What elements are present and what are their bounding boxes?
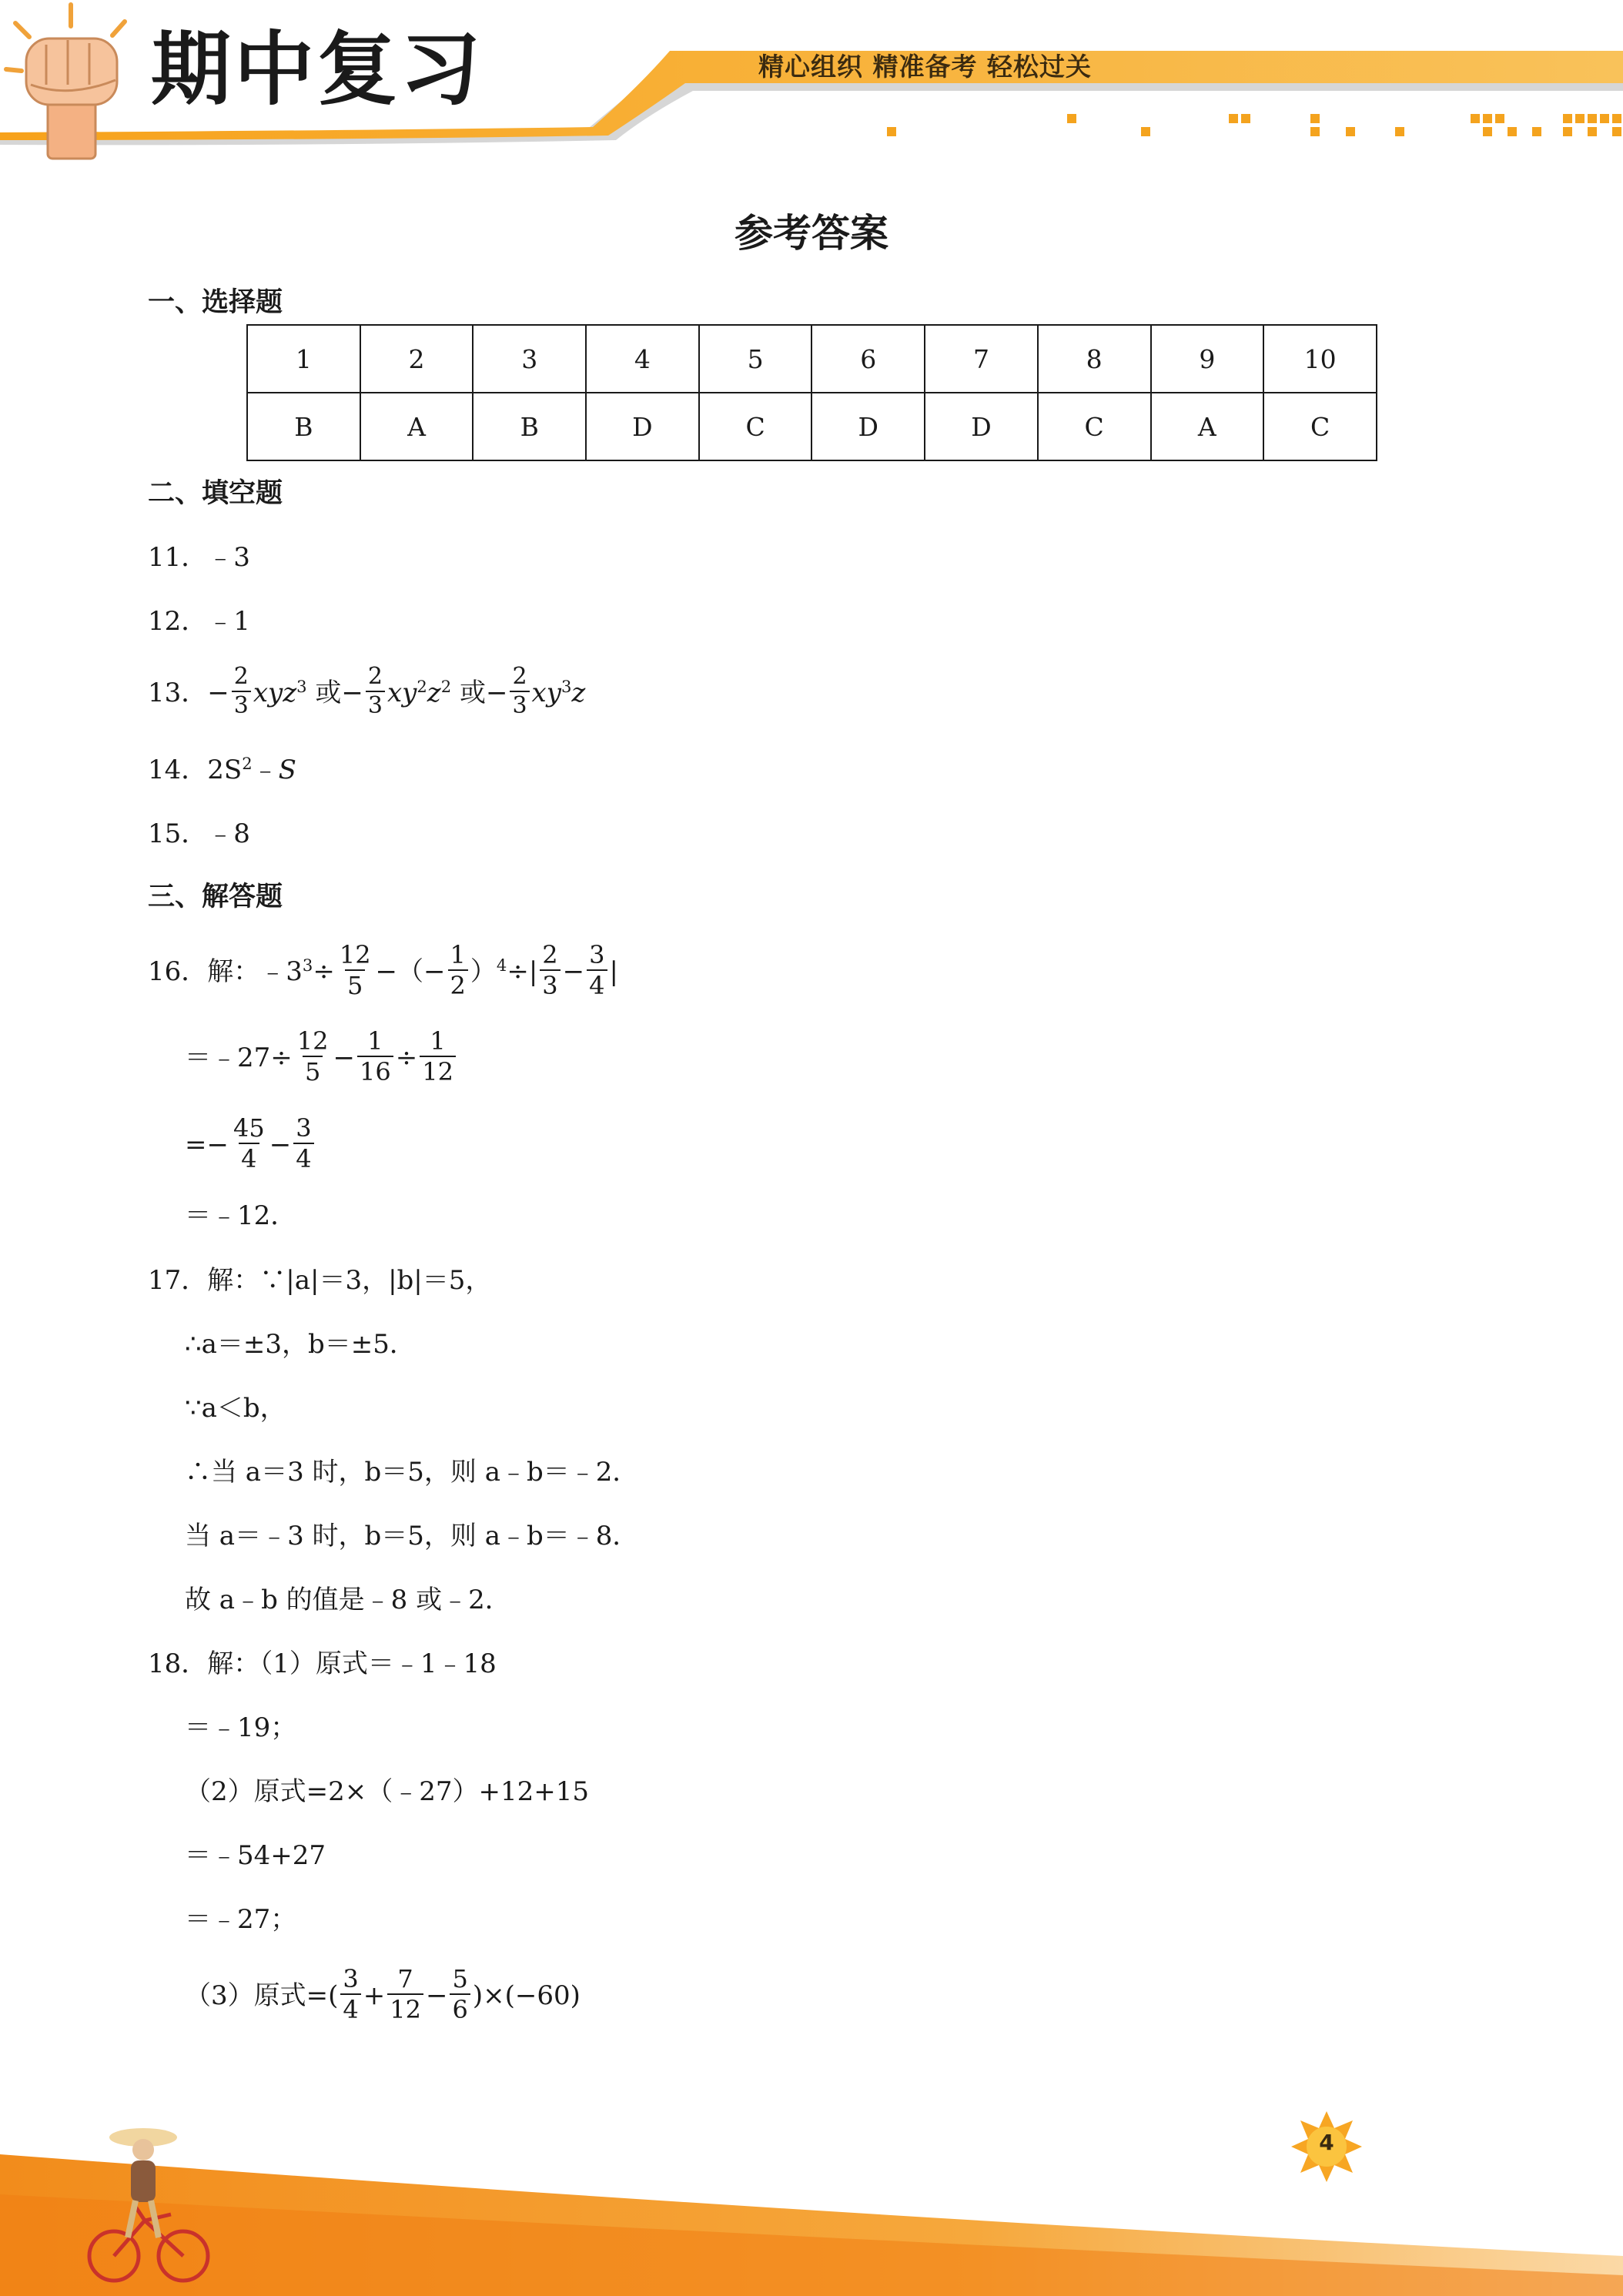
answer-q18-line2: ＝﹣19； [185, 1712, 297, 1743]
fraction-numerator: 45 [233, 1113, 265, 1143]
divide-sign: ÷ [395, 1043, 418, 1073]
abs-bar: | [528, 956, 538, 987]
answer-q17-line4: ∴当 a＝3 时，b＝5，则 a﹣b＝﹣2． [185, 1457, 639, 1488]
fraction [337, 942, 373, 998]
table-row [247, 325, 1377, 393]
question-number: 15． [148, 818, 208, 849]
fraction-denominator: 16 [357, 1056, 393, 1084]
answer-q17-line2: ∴a＝±3，b＝±5． [185, 1329, 416, 1360]
answer-q13: 13．− $\frac{2}{3}$ xyz$^3$ 或− $\frac{2}{3}$ $xy^2z^2$ 或− $\frac{2}{3}$ $xy^3z$ [148, 663, 586, 719]
minus-sign: − [485, 678, 508, 708]
paren: ( [328, 1980, 339, 2011]
fraction-denominator: 4 [587, 969, 607, 998]
fraction [340, 1966, 360, 2022]
table-cell: 9 [1151, 325, 1264, 393]
solution-lead: 解： [207, 956, 260, 987]
fraction [232, 665, 251, 718]
question-number: 16． [148, 956, 208, 987]
table-cell: 5 [699, 325, 812, 393]
fraction [420, 1026, 456, 1086]
minus-sign: − [423, 956, 446, 987]
answer-q15 [148, 818, 250, 849]
answer-q11 [148, 544, 250, 571]
question-number: 11． [148, 542, 208, 573]
term: （3）原式= [185, 1980, 329, 2011]
plus-sign: + [363, 1980, 386, 2011]
fraction-denominator: 4 [239, 1143, 259, 1171]
answer-q12 [148, 606, 250, 637]
fraction-denominator: 5 [303, 1056, 323, 1084]
choice-answer-table [246, 324, 1377, 461]
minus-sign: − [207, 678, 229, 708]
table-cell: B [473, 393, 586, 460]
fraction-numerator: 2 [367, 663, 383, 690]
fraction-numerator: 2 [542, 940, 558, 969]
fraction-denominator: 5 [345, 969, 365, 998]
answer-text: ﹣1 [207, 606, 250, 637]
table-row [247, 393, 1377, 460]
section-fill-heading: 二、填空题 [148, 478, 283, 509]
table-cell: 2 [360, 325, 474, 393]
minus-sign: − [375, 956, 398, 987]
fraction [295, 1026, 331, 1086]
term: =− [185, 1130, 229, 1160]
fraction-numerator: 2 [233, 663, 249, 690]
solution-text: 解：∵|a|＝3，|b|＝5， [207, 1265, 492, 1296]
fraction-denominator: 6 [450, 1993, 470, 2022]
section-choice-heading: 一、选择题 [148, 287, 283, 318]
answer-text: ﹣8 [207, 818, 250, 849]
fraction-numerator: 3 [296, 1113, 312, 1143]
fraction-denominator: 12 [387, 1993, 423, 2022]
fraction-numerator: 12 [339, 940, 371, 969]
question-number: 13． [148, 678, 208, 708]
question-number: 14． [148, 755, 208, 785]
answer-q18-line6 [185, 1964, 581, 2025]
or-word: 或 [315, 678, 342, 708]
fraction [510, 665, 529, 718]
answer-q17-line6: 故 a﹣b 的值是﹣8 或﹣2． [185, 1585, 511, 1615]
fraction-numerator: 1 [450, 940, 466, 969]
document-title: 参考答案 [735, 211, 888, 256]
page-header [0, 0, 1623, 166]
term: )×(−60) [472, 1980, 581, 2011]
minus-sign: − [269, 1130, 292, 1160]
answer-q14: 14．$2S^2﹣S$ [148, 754, 296, 785]
answer-q18-line5: ＝﹣27； [185, 1904, 297, 1935]
divide-sign: ÷ [507, 956, 529, 987]
answer-q16-line2 [185, 1026, 458, 1087]
question-number: 12． [148, 606, 208, 637]
answer-q16-line4: ＝﹣12． [185, 1200, 297, 1231]
answer-q17-line1 [148, 1267, 491, 1294]
fraction-denominator: 3 [540, 969, 560, 998]
fraction [448, 942, 468, 998]
table-cell: 3 [473, 325, 586, 393]
abs-bar: | [609, 956, 618, 987]
fraction-denominator: 3 [232, 691, 251, 718]
answer-q18-line3: （2）原式=2×（﹣27）+12+15 [185, 1776, 590, 1807]
divide-sign: ÷ [313, 956, 335, 987]
table-cell: A [1151, 393, 1264, 460]
minus-sign: − [425, 1980, 448, 2011]
fraction-numerator: 2 [512, 663, 527, 690]
fraction [587, 942, 607, 998]
question-number: 17． [148, 1265, 208, 1296]
fraction [357, 1026, 393, 1086]
answer-q16-line1 [148, 940, 618, 1001]
fraction-numerator: 1 [430, 1026, 446, 1056]
table-cell: D [586, 393, 699, 460]
answer-text: 2S [207, 755, 243, 785]
question-number: 18． [148, 1648, 208, 1679]
fraction-numerator: 1 [367, 1026, 383, 1056]
paren: （ [397, 956, 424, 987]
fraction-numerator: 3 [343, 1964, 359, 1993]
table-cell: 6 [812, 325, 925, 393]
fraction-denominator: 3 [510, 691, 529, 718]
answer-q18-line4: ＝﹣54+27 [185, 1840, 326, 1871]
exponent: 3 [302, 956, 313, 976]
table-cell: 4 [586, 325, 699, 393]
answer-q17-line3: ∵a＜b， [185, 1393, 286, 1424]
fraction-denominator: 4 [293, 1143, 313, 1171]
fraction-denominator: 12 [420, 1056, 456, 1084]
fraction-numerator: 12 [296, 1026, 329, 1056]
header-title: 期中复习 [151, 22, 484, 116]
table-cell: C [1038, 393, 1151, 460]
answer-text: ﹣3 [207, 542, 250, 573]
table-cell: B [247, 393, 360, 460]
table-cell: C [699, 393, 812, 460]
section-solve-heading: 三、解答题 [148, 882, 283, 912]
table-cell: A [360, 393, 474, 460]
fraction [450, 1966, 470, 2022]
minus-sign: − [341, 678, 363, 708]
table-cell: 1 [247, 325, 360, 393]
answer-q16-line3 [185, 1113, 316, 1174]
fraction-denominator: 4 [340, 1993, 360, 2022]
table-cell: 7 [925, 325, 1038, 393]
fraction-denominator: 3 [366, 691, 385, 718]
fraction [366, 665, 385, 718]
minus-sign: − [562, 956, 585, 987]
fraction [387, 1966, 423, 2022]
fraction [231, 1113, 267, 1173]
table-cell: C [1263, 393, 1377, 460]
term: ＝﹣27÷ [185, 1043, 293, 1073]
table-cell: 8 [1038, 325, 1151, 393]
header-slogan: 精心组织 精准备考 轻松过关 [758, 52, 1092, 82]
minus-sign: − [333, 1043, 355, 1073]
exponent: 4 [496, 956, 507, 976]
or-word: 或 [459, 678, 486, 708]
table-cell: D [925, 393, 1038, 460]
fraction-numerator: 5 [452, 1964, 468, 1993]
fraction [293, 1113, 313, 1173]
footer-banner-graphic [0, 2063, 1623, 2296]
term: ﹣3 [259, 956, 303, 987]
fraction-numerator: 3 [589, 940, 605, 969]
table-cell: 10 [1263, 325, 1377, 393]
fraction-numerator: 7 [397, 1964, 413, 1993]
fraction-denominator: 2 [448, 969, 468, 998]
paren: ） [470, 956, 497, 987]
table-cell: D [812, 393, 925, 460]
fraction [540, 942, 560, 998]
answer-q17-line5: 当 a＝﹣3 时，b＝5，则 a﹣b＝﹣8． [185, 1521, 639, 1551]
page-number: 4 [1319, 2130, 1334, 2155]
solution-text: 解：（1）原式＝﹣1﹣18 [207, 1648, 497, 1679]
answer-q18-line1 [148, 1648, 497, 1679]
